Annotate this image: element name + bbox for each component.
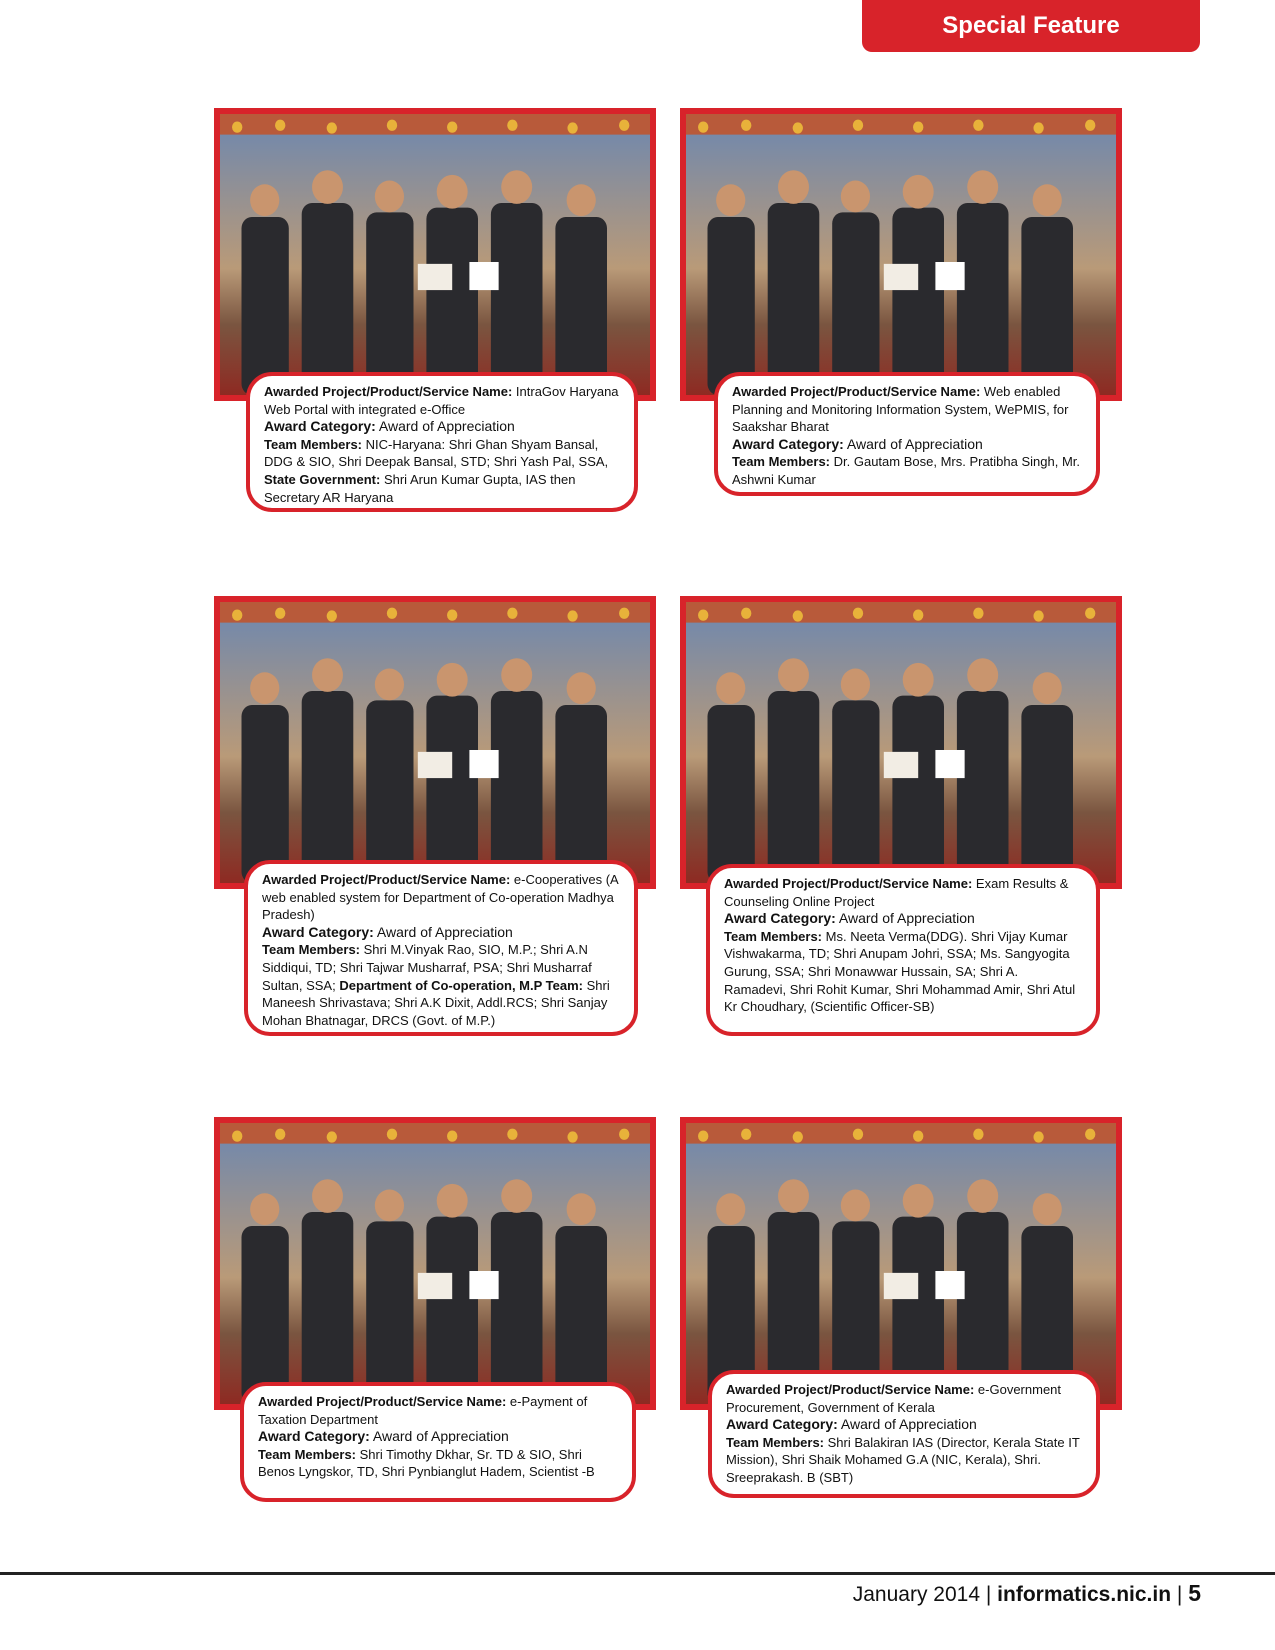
section-tab [862, 0, 1200, 52]
extra-members: Shri Arun Kumar Gupta, IAS then Secretary AR Haryana [264, 471, 576, 505]
site-link[interactable]: informatics.nic.in [997, 1583, 1172, 1606]
award-photo-1 [214, 108, 656, 401]
project-name: IntraGov Haryana Web Portal with integrated e-Office [264, 384, 619, 417]
page-number: 5 [1188, 1580, 1201, 1606]
footer-divider [0, 1572, 1275, 1575]
team-label: Team Members: [732, 454, 831, 470]
project-name: Web enabled Planning and Monitoring Information System, WePMIS, for Saakshar Bharat [732, 384, 1069, 435]
footer-separator: | [985, 1583, 992, 1606]
team-members: Shri Balakiran IAS (Director, Kerala State IT Mission), Shri Shaik Mohamed G.A (NIC, Kerala), Shri. Sreeprakash. B (SBT) [726, 1434, 1080, 1485]
category-label: Award Category: [724, 910, 836, 927]
team-label: Team Members: [724, 928, 823, 944]
project-label: Awarded Project/Product/Service Name: [724, 876, 973, 891]
award-category: Award of Appreciation [376, 923, 513, 940]
award-category: Award of Appreciation [838, 910, 975, 927]
team-members: Shri Timothy Dkhar, Sr. TD & SIO, Shri Benos Lyngskor, TD, Shri Pynbianglut Hadem, Scientist -B [258, 1446, 595, 1480]
category-label: Award Category: [264, 418, 376, 435]
team-members: NIC-Haryana: Shri Ghan Shyam Bansal, DDG & SIO, Shri Deepak Bansal, STD; Shri Yash Pal, SSA, [264, 436, 609, 470]
extra-members: Shri Maneesh Shrivastava; Shri A.K Dixit, Addl.RCS; Shri Sanjay Mohan Bhatnagar, DRCS (Govt. of M.P.) [262, 977, 610, 1028]
category-label: Award Category: [262, 923, 374, 940]
award-category: Award of Appreciation [372, 1428, 509, 1445]
award-caption-5 [240, 1382, 636, 1502]
award-caption-4 [706, 864, 1100, 1036]
page-footer [853, 1580, 1201, 1607]
award-caption-3 [244, 860, 638, 1036]
award-caption-1 [246, 372, 638, 512]
extra-label: Department of Co-operation, M.P Team: [339, 977, 583, 993]
project-label: Awarded Project/Product/Service Name: [732, 384, 981, 399]
team-members: Shri M.Vinyak Rao, SIO, M.P.; Shri A.N Siddiqui, TD; Shri Tajwar Musharraf, PSA; Shri Musharraf Sultan, SSA; [262, 942, 592, 993]
award-category: Award of Appreciation [840, 1416, 977, 1433]
team-label: Team Members: [726, 1434, 825, 1450]
award-caption-6 [708, 1370, 1100, 1498]
award-category: Award of Appreciation [846, 435, 983, 452]
project-name: e-Government Procurement, Government of Kerala [726, 1382, 1062, 1415]
category-label: Award Category: [258, 1428, 370, 1445]
award-photo-3 [214, 596, 656, 889]
project-label: Awarded Project/Product/Service Name: [726, 1382, 975, 1397]
award-category: Award of Appreciation [378, 418, 515, 435]
category-label: Award Category: [732, 435, 844, 452]
extra-label: State Government: [264, 471, 381, 487]
award-photo-2 [680, 108, 1122, 401]
project-name: e-Payment of Taxation Department [258, 1394, 588, 1427]
award-photo-6 [680, 1117, 1122, 1410]
award-photo-4 [680, 596, 1122, 889]
award-photo-5 [214, 1117, 656, 1410]
team-label: Team Members: [262, 942, 361, 958]
category-label: Award Category: [726, 1416, 838, 1433]
team-label: Team Members: [258, 1446, 357, 1462]
team-members: Dr. Gautam Bose, Mrs. Pratibha Singh, Mr. Ashwni Kumar [732, 454, 1081, 487]
team-members: Ms. Neeta Verma(DDG). Shri Vijay Kumar Vishwakarma, TD; Shri Anupam Johri, SSA; Ms. Sangyogita Gurung, SSA; Shri Monawwar Hussain, SA; Shri A. Ramadevi, Shri Rohit Kumar, Shri Mohammad Amir, Shri Atul Kr Choudhary, (Scientific Officer-SB) [724, 928, 1076, 1015]
section-title: Special Feature [942, 12, 1120, 39]
issue-date: January 2014 [852, 1583, 981, 1606]
project-label: Awarded Project/Product/Service Name: [258, 1394, 507, 1409]
project-label: Awarded Project/Product/Service Name: [264, 384, 513, 399]
project-name: Exam Results & Counseling Online Project [724, 876, 1069, 909]
footer-separator: | [1176, 1583, 1183, 1606]
project-label: Awarded Project/Product/Service Name: [262, 872, 511, 887]
award-caption-2 [714, 372, 1100, 496]
project-name: e-Cooperatives (A web enabled system for Department of Co-operation Madhya Pradesh) [262, 872, 618, 923]
team-label: Team Members: [264, 436, 363, 452]
